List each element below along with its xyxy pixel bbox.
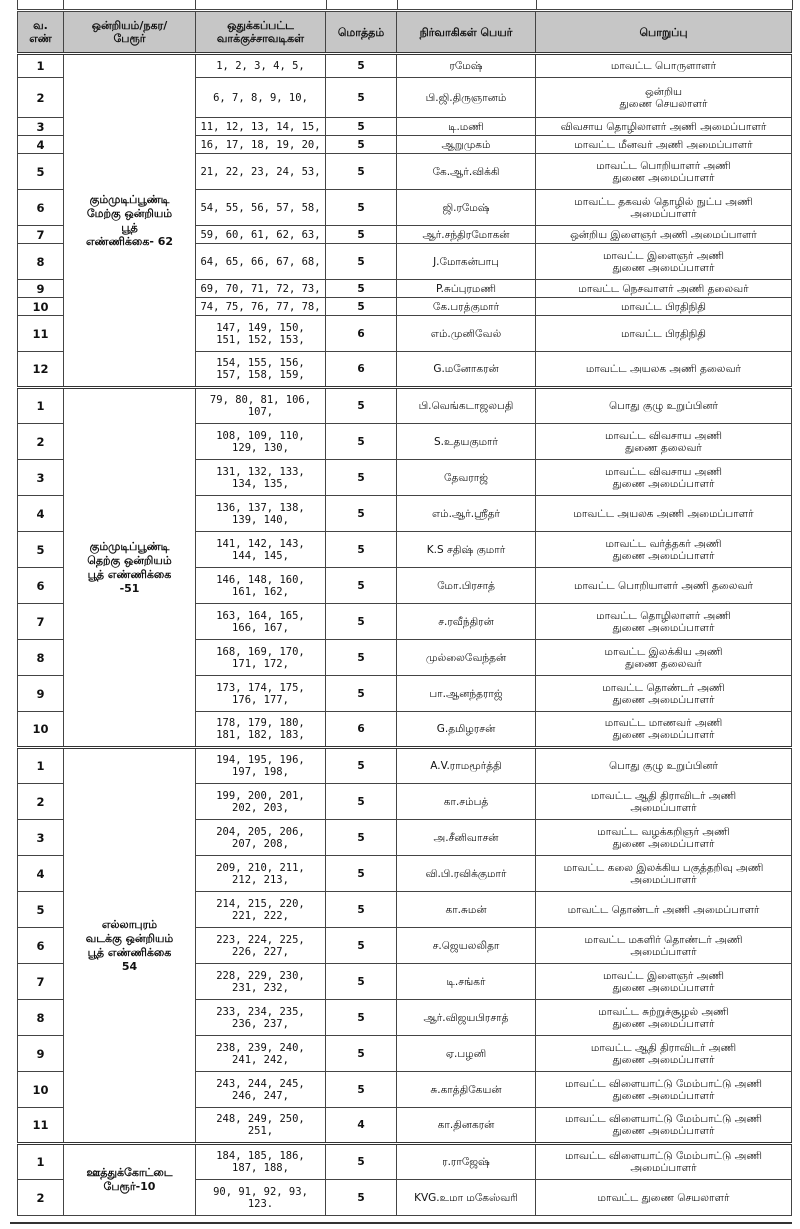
table-row xyxy=(18,1144,792,1180)
booth-numbers-cell: 1, 2, 3, 4, 5, xyxy=(196,54,326,78)
responsibility-cell: மாவட்ட சுற்றுச்சூழல் அணி துணை அமைப்பாளர் xyxy=(536,1000,792,1036)
serial-number-cell: 2 xyxy=(18,78,64,118)
booth-numbers-cell: 163, 164, 165, 166, 167, xyxy=(196,604,326,640)
booth-numbers-cell: 146, 148, 160, 161, 162, xyxy=(196,568,326,604)
booth-numbers-cell: 16, 17, 18, 19, 20, xyxy=(196,136,326,154)
office-bearer-name-cell: கா.சுமன் xyxy=(397,892,536,928)
office-bearer-name-cell: எம்.ஆர்.ஸ்ரீதர் xyxy=(397,496,536,532)
total-count-cell: 5 xyxy=(326,460,397,496)
responsibility-cell: மாவட்ட மாணவர் அணி துணை அமைப்பாளர் xyxy=(536,712,792,748)
total-count-cell: 5 xyxy=(326,496,397,532)
booth-assignment-table xyxy=(17,11,792,1216)
responsibility-cell: மாவட்ட பொறியாளர் அணி தலைவர் xyxy=(536,568,792,604)
responsibility-cell: மாவட்ட தொண்டர் அணி அமைப்பாளர் xyxy=(536,892,792,928)
office-bearer-name-cell: கா.சம்பத் xyxy=(397,784,536,820)
serial-number-cell: 6 xyxy=(18,190,64,226)
union-name-cell: எல்லாபுரம் வடக்கு ஒன்றியம் பூத் எண்ணிக்கை 54 xyxy=(64,748,196,1144)
total-count-cell: 5 xyxy=(326,640,397,676)
total-count-cell: 5 xyxy=(326,1000,397,1036)
booth-numbers-cell: 214, 215, 220, 221, 222, xyxy=(196,892,326,928)
serial-number-cell: 5 xyxy=(18,532,64,568)
office-bearer-name-cell: ச.ஜெயலலிதா xyxy=(397,928,536,964)
total-count-cell: 5 xyxy=(326,78,397,118)
total-count-cell: 6 xyxy=(326,352,397,388)
booth-numbers-cell: 238, 239, 240, 241, 242, xyxy=(196,1036,326,1072)
office-bearer-name-cell: S.உதயகுமார் xyxy=(397,424,536,460)
office-bearer-name-cell: டி.மணி xyxy=(397,118,536,136)
office-bearer-name-cell: பி.வெங்கடாஜலபதி xyxy=(397,388,536,424)
booth-numbers-cell: 248, 249, 250, 251, xyxy=(196,1108,326,1144)
responsibility-cell: மாவட்ட நெசவாளர் அணி தலைவர் xyxy=(536,280,792,298)
office-bearer-name-cell: முல்லைவேந்தன் xyxy=(397,640,536,676)
serial-number-cell: 5 xyxy=(18,892,64,928)
serial-number-cell: 3 xyxy=(18,820,64,856)
responsibility-cell: மாவட்ட விவசாய அணி துணை தலைவர் xyxy=(536,424,792,460)
responsibility-cell: மாவட்ட இலக்கிய அணி துணை தலைவர் xyxy=(536,640,792,676)
office-bearer-name-cell: மோ.பிரசாத் xyxy=(397,568,536,604)
responsibility-cell: பொது குழு உறுப்பினர் xyxy=(536,388,792,424)
total-count-cell: 5 xyxy=(326,1036,397,1072)
total-count-cell: 5 xyxy=(326,568,397,604)
responsibility-cell: மாவட்ட துணை செயலாளர் xyxy=(536,1180,792,1216)
booth-numbers-cell: 21, 22, 23, 24, 53, xyxy=(196,154,326,190)
table-row xyxy=(18,54,792,78)
serial-number-cell: 2 xyxy=(18,784,64,820)
serial-number-cell: 11 xyxy=(18,316,64,352)
booth-numbers-cell: 194, 195, 196, 197, 198, xyxy=(196,748,326,784)
union-name-cell: கும்முடிப்பூண்டி மேற்கு ஒன்றியம் பூத் எண்ணிக்கை- 62 xyxy=(64,54,196,388)
responsibility-cell: மாவட்ட ஆதி திராவிடர் அணி அமைப்பாளர் xyxy=(536,784,792,820)
booth-numbers-cell: 54, 55, 56, 57, 58, xyxy=(196,190,326,226)
serial-number-cell: 8 xyxy=(18,244,64,280)
responsibility-cell: மாவட்ட வர்த்தகர் அணி துணை அமைப்பாளர் xyxy=(536,532,792,568)
office-bearer-name-cell: பா.ஆனந்தராஜ் xyxy=(397,676,536,712)
office-bearer-name-cell: K.S சதிஷ் குமார் xyxy=(397,532,536,568)
serial-number-cell: 12 xyxy=(18,352,64,388)
office-bearer-name-cell: பி.ஜி.திருஞானம் xyxy=(397,78,536,118)
header-name: நிர்வாகிகள் பெயர் xyxy=(397,12,536,54)
total-count-cell: 5 xyxy=(326,856,397,892)
serial-number-cell: 6 xyxy=(18,568,64,604)
office-bearer-name-cell: ஆர்.விஜயபிரசாத் xyxy=(397,1000,536,1036)
office-bearer-name-cell: வி.பி.ரவிக்குமார் xyxy=(397,856,536,892)
booth-numbers-cell: 168, 169, 170, 171, 172, xyxy=(196,640,326,676)
total-count-cell: 5 xyxy=(326,1144,397,1180)
serial-number-cell: 1 xyxy=(18,388,64,424)
serial-number-cell: 7 xyxy=(18,964,64,1000)
office-bearer-name-cell: ஆறுமுகம் xyxy=(397,136,536,154)
responsibility-cell: மாவட்ட வழக்கறிஞர் அணி துணை அமைப்பாளர் xyxy=(536,820,792,856)
total-count-cell: 5 xyxy=(326,280,397,298)
previous-table-edge xyxy=(17,0,793,10)
serial-number-cell: 1 xyxy=(18,54,64,78)
bottom-rule xyxy=(10,1222,792,1224)
serial-number-cell: 1 xyxy=(18,1144,64,1180)
union-name-cell: கும்முடிப்பூண்டி தெற்கு ஒன்றியம் பூத் எண்ணிக்கை -51 xyxy=(64,388,196,748)
total-count-cell: 5 xyxy=(326,784,397,820)
responsibility-cell: மாவட்ட அயலக அணி தலைவர் xyxy=(536,352,792,388)
booth-numbers-cell: 64, 65, 66, 67, 68, xyxy=(196,244,326,280)
serial-number-cell: 1 xyxy=(18,748,64,784)
office-bearer-name-cell: எம்.முனிவேல் xyxy=(397,316,536,352)
office-bearer-name-cell: டி.சங்கர் xyxy=(397,964,536,1000)
responsibility-cell: விவசாய தொழிலாளர் அணி அமைப்பாளர் xyxy=(536,118,792,136)
office-bearer-name-cell: J.மோகன்பாபு xyxy=(397,244,536,280)
booth-numbers-cell: 79, 80, 81, 106, 107, xyxy=(196,388,326,424)
responsibility-cell: மாவட்ட கலை இலக்கிய பகுத்தறிவு அணி அமைப்பாளர் xyxy=(536,856,792,892)
booth-numbers-cell: 11, 12, 13, 14, 15, xyxy=(196,118,326,136)
total-count-cell: 5 xyxy=(326,532,397,568)
office-bearer-name-cell: கே.ஆர்.விக்கி xyxy=(397,154,536,190)
total-count-cell: 6 xyxy=(326,316,397,352)
office-bearer-name-cell: கே.பரத்குமார் xyxy=(397,298,536,316)
serial-number-cell: 7 xyxy=(18,226,64,244)
total-count-cell: 5 xyxy=(326,226,397,244)
serial-number-cell: 2 xyxy=(18,424,64,460)
serial-number-cell: 9 xyxy=(18,676,64,712)
table-row xyxy=(18,748,792,784)
serial-number-cell: 8 xyxy=(18,1000,64,1036)
serial-number-cell: 3 xyxy=(18,460,64,496)
serial-number-cell: 4 xyxy=(18,496,64,532)
serial-number-cell: 4 xyxy=(18,856,64,892)
header-role: பொறுப்பு xyxy=(536,12,792,54)
responsibility-cell: மாவட்ட மீனவர் அணி அமைப்பாளர் xyxy=(536,136,792,154)
total-count-cell: 5 xyxy=(326,424,397,460)
responsibility-cell: மாவட்ட பொறியாளர் அணி துணை அமைப்பாளர் xyxy=(536,154,792,190)
office-bearer-name-cell: G.மனோகரன் xyxy=(397,352,536,388)
responsibility-cell: ஒன்றிய துணை செயலாளர் xyxy=(536,78,792,118)
serial-number-cell: 11 xyxy=(18,1108,64,1144)
header-union: ஒன்றியம்/நகர/ பேரூர் xyxy=(64,12,196,54)
serial-number-cell: 9 xyxy=(18,1036,64,1072)
office-bearer-name-cell: தேவராஜ் xyxy=(397,460,536,496)
booth-numbers-cell: 233, 234, 235, 236, 237, xyxy=(196,1000,326,1036)
header-sno: வ. எண் xyxy=(18,12,64,54)
responsibility-cell: மாவட்ட விளையாட்டு மேம்பாட்டு அணி துணை அமைப்பாளர் xyxy=(536,1108,792,1144)
booth-numbers-cell: 90, 91, 92, 93, 123. xyxy=(196,1180,326,1216)
total-count-cell: 5 xyxy=(326,1180,397,1216)
serial-number-cell: 5 xyxy=(18,154,64,190)
serial-number-cell: 8 xyxy=(18,640,64,676)
total-count-cell: 5 xyxy=(326,928,397,964)
booth-numbers-cell: 141, 142, 143, 144, 145, xyxy=(196,532,326,568)
office-bearer-name-cell: KVG.உமா மகேஸ்வரி xyxy=(397,1180,536,1216)
total-count-cell: 6 xyxy=(326,712,397,748)
responsibility-cell: மாவட்ட தகவல் தொழில் நுட்ப அணி அமைப்பாளர் xyxy=(536,190,792,226)
booth-numbers-cell: 243, 244, 245, 246, 247, xyxy=(196,1072,326,1108)
responsibility-cell: மாவட்ட அயலக அணி அமைப்பாளர் xyxy=(536,496,792,532)
serial-number-cell: 10 xyxy=(18,1072,64,1108)
total-count-cell: 5 xyxy=(326,604,397,640)
booth-numbers-cell: 178, 179, 180, 181, 182, 183, xyxy=(196,712,326,748)
office-bearer-name-cell: P.சுப்புரமணி xyxy=(397,280,536,298)
total-count-cell: 5 xyxy=(326,820,397,856)
responsibility-cell: மாவட்ட விளையாட்டு மேம்பாட்டு அணி அமைப்பாளர் xyxy=(536,1144,792,1180)
serial-number-cell: 9 xyxy=(18,280,64,298)
office-bearer-name-cell: ரமேஷ் xyxy=(397,54,536,78)
serial-number-cell: 2 xyxy=(18,1180,64,1216)
total-count-cell: 5 xyxy=(326,748,397,784)
serial-number-cell: 10 xyxy=(18,712,64,748)
serial-number-cell: 6 xyxy=(18,928,64,964)
office-bearer-name-cell: ச.ரவீந்திரன் xyxy=(397,604,536,640)
total-count-cell: 5 xyxy=(326,118,397,136)
booth-numbers-cell: 173, 174, 175, 176, 177, xyxy=(196,676,326,712)
responsibility-cell: மாவட்ட விவசாய அணி துணை அமைப்பாளர் xyxy=(536,460,792,496)
booth-numbers-cell: 6, 7, 8, 9, 10, xyxy=(196,78,326,118)
booth-numbers-cell: 131, 132, 133, 134, 135, xyxy=(196,460,326,496)
total-count-cell: 5 xyxy=(326,244,397,280)
booth-numbers-cell: 147, 149, 150, 151, 152, 153, xyxy=(196,316,326,352)
responsibility-cell: பொது குழு உறுப்பினர் xyxy=(536,748,792,784)
responsibility-cell: மாவட்ட தொழிலாளர் அணி துணை அமைப்பாளர் xyxy=(536,604,792,640)
header-booths: ஒதுக்கப்பட்ட வாக்குச்சாவடிகள் xyxy=(196,12,326,54)
total-count-cell: 5 xyxy=(326,1072,397,1108)
union-name-cell: ஊத்துக்கோட்டை பேரூர்-10 xyxy=(64,1144,196,1216)
responsibility-cell: மாவட்ட பிரதிநிதி xyxy=(536,316,792,352)
booth-numbers-cell: 108, 109, 110, 129, 130, xyxy=(196,424,326,460)
serial-number-cell: 10 xyxy=(18,298,64,316)
document-page xyxy=(10,0,792,1229)
office-bearer-name-cell: G.தமிழரசன் xyxy=(397,712,536,748)
booth-numbers-cell: 74, 75, 76, 77, 78, xyxy=(196,298,326,316)
total-count-cell: 5 xyxy=(326,190,397,226)
booth-numbers-cell: 136, 137, 138, 139, 140, xyxy=(196,496,326,532)
responsibility-cell: மாவட்ட மகளிர் தொண்டர் அணி அமைப்பாளர் xyxy=(536,928,792,964)
table-body xyxy=(18,54,792,1216)
booth-numbers-cell: 154, 155, 156, 157, 158, 159, xyxy=(196,352,326,388)
office-bearer-name-cell: அ.சீனிவாசன் xyxy=(397,820,536,856)
booth-numbers-cell: 59, 60, 61, 62, 63, xyxy=(196,226,326,244)
office-bearer-name-cell: ஏ.பழனி xyxy=(397,1036,536,1072)
table-header-row xyxy=(18,12,792,54)
total-count-cell: 5 xyxy=(326,892,397,928)
booth-numbers-cell: 184, 185, 186, 187, 188, xyxy=(196,1144,326,1180)
office-bearer-name-cell: A.V.ராமமூர்த்தி xyxy=(397,748,536,784)
office-bearer-name-cell: ர.ராஜேஷ் xyxy=(397,1144,536,1180)
booth-numbers-cell: 69, 70, 71, 72, 73, xyxy=(196,280,326,298)
total-count-cell: 5 xyxy=(326,54,397,78)
serial-number-cell: 4 xyxy=(18,136,64,154)
responsibility-cell: மாவட்ட விளையாட்டு மேம்பாட்டு அணி துணை அமைப்பாளர் xyxy=(536,1072,792,1108)
booth-numbers-cell: 199, 200, 201, 202, 203, xyxy=(196,784,326,820)
total-count-cell: 5 xyxy=(326,388,397,424)
responsibility-cell: மாவட்ட இளைஞர் அணி துணை அமைப்பாளர் xyxy=(536,244,792,280)
serial-number-cell: 3 xyxy=(18,118,64,136)
responsibility-cell: மாவட்ட இளைஞர் அணி துணை அமைப்பாளர் xyxy=(536,964,792,1000)
booth-numbers-cell: 228, 229, 230, 231, 232, xyxy=(196,964,326,1000)
responsibility-cell: மாவட்ட பொருளாளர் xyxy=(536,54,792,78)
total-count-cell: 5 xyxy=(326,298,397,316)
header-total: மொத்தம் xyxy=(326,12,397,54)
office-bearer-name-cell: ஆர்.சந்திரமோகன் xyxy=(397,226,536,244)
office-bearer-name-cell: சு.காத்திகேயன் xyxy=(397,1072,536,1108)
office-bearer-name-cell: ஜி.ரமேஷ் xyxy=(397,190,536,226)
responsibility-cell: ஒன்றிய இளைஞர் அணி அமைப்பாளர் xyxy=(536,226,792,244)
office-bearer-name-cell: கா.தினகரன் xyxy=(397,1108,536,1144)
table-row xyxy=(18,388,792,424)
total-count-cell: 5 xyxy=(326,136,397,154)
responsibility-cell: மாவட்ட ஆதி திராவிடர் அணி துணை அமைப்பாளர் xyxy=(536,1036,792,1072)
total-count-cell: 5 xyxy=(326,964,397,1000)
serial-number-cell: 7 xyxy=(18,604,64,640)
total-count-cell: 5 xyxy=(326,676,397,712)
responsibility-cell: மாவட்ட பிரதிநிதி xyxy=(536,298,792,316)
booth-numbers-cell: 209, 210, 211, 212, 213, xyxy=(196,856,326,892)
booth-numbers-cell: 223, 224, 225, 226, 227, xyxy=(196,928,326,964)
responsibility-cell: மாவட்ட தொண்டர் அணி துணை அமைப்பாளர் xyxy=(536,676,792,712)
total-count-cell: 4 xyxy=(326,1108,397,1144)
total-count-cell: 5 xyxy=(326,154,397,190)
booth-numbers-cell: 204, 205, 206, 207, 208, xyxy=(196,820,326,856)
